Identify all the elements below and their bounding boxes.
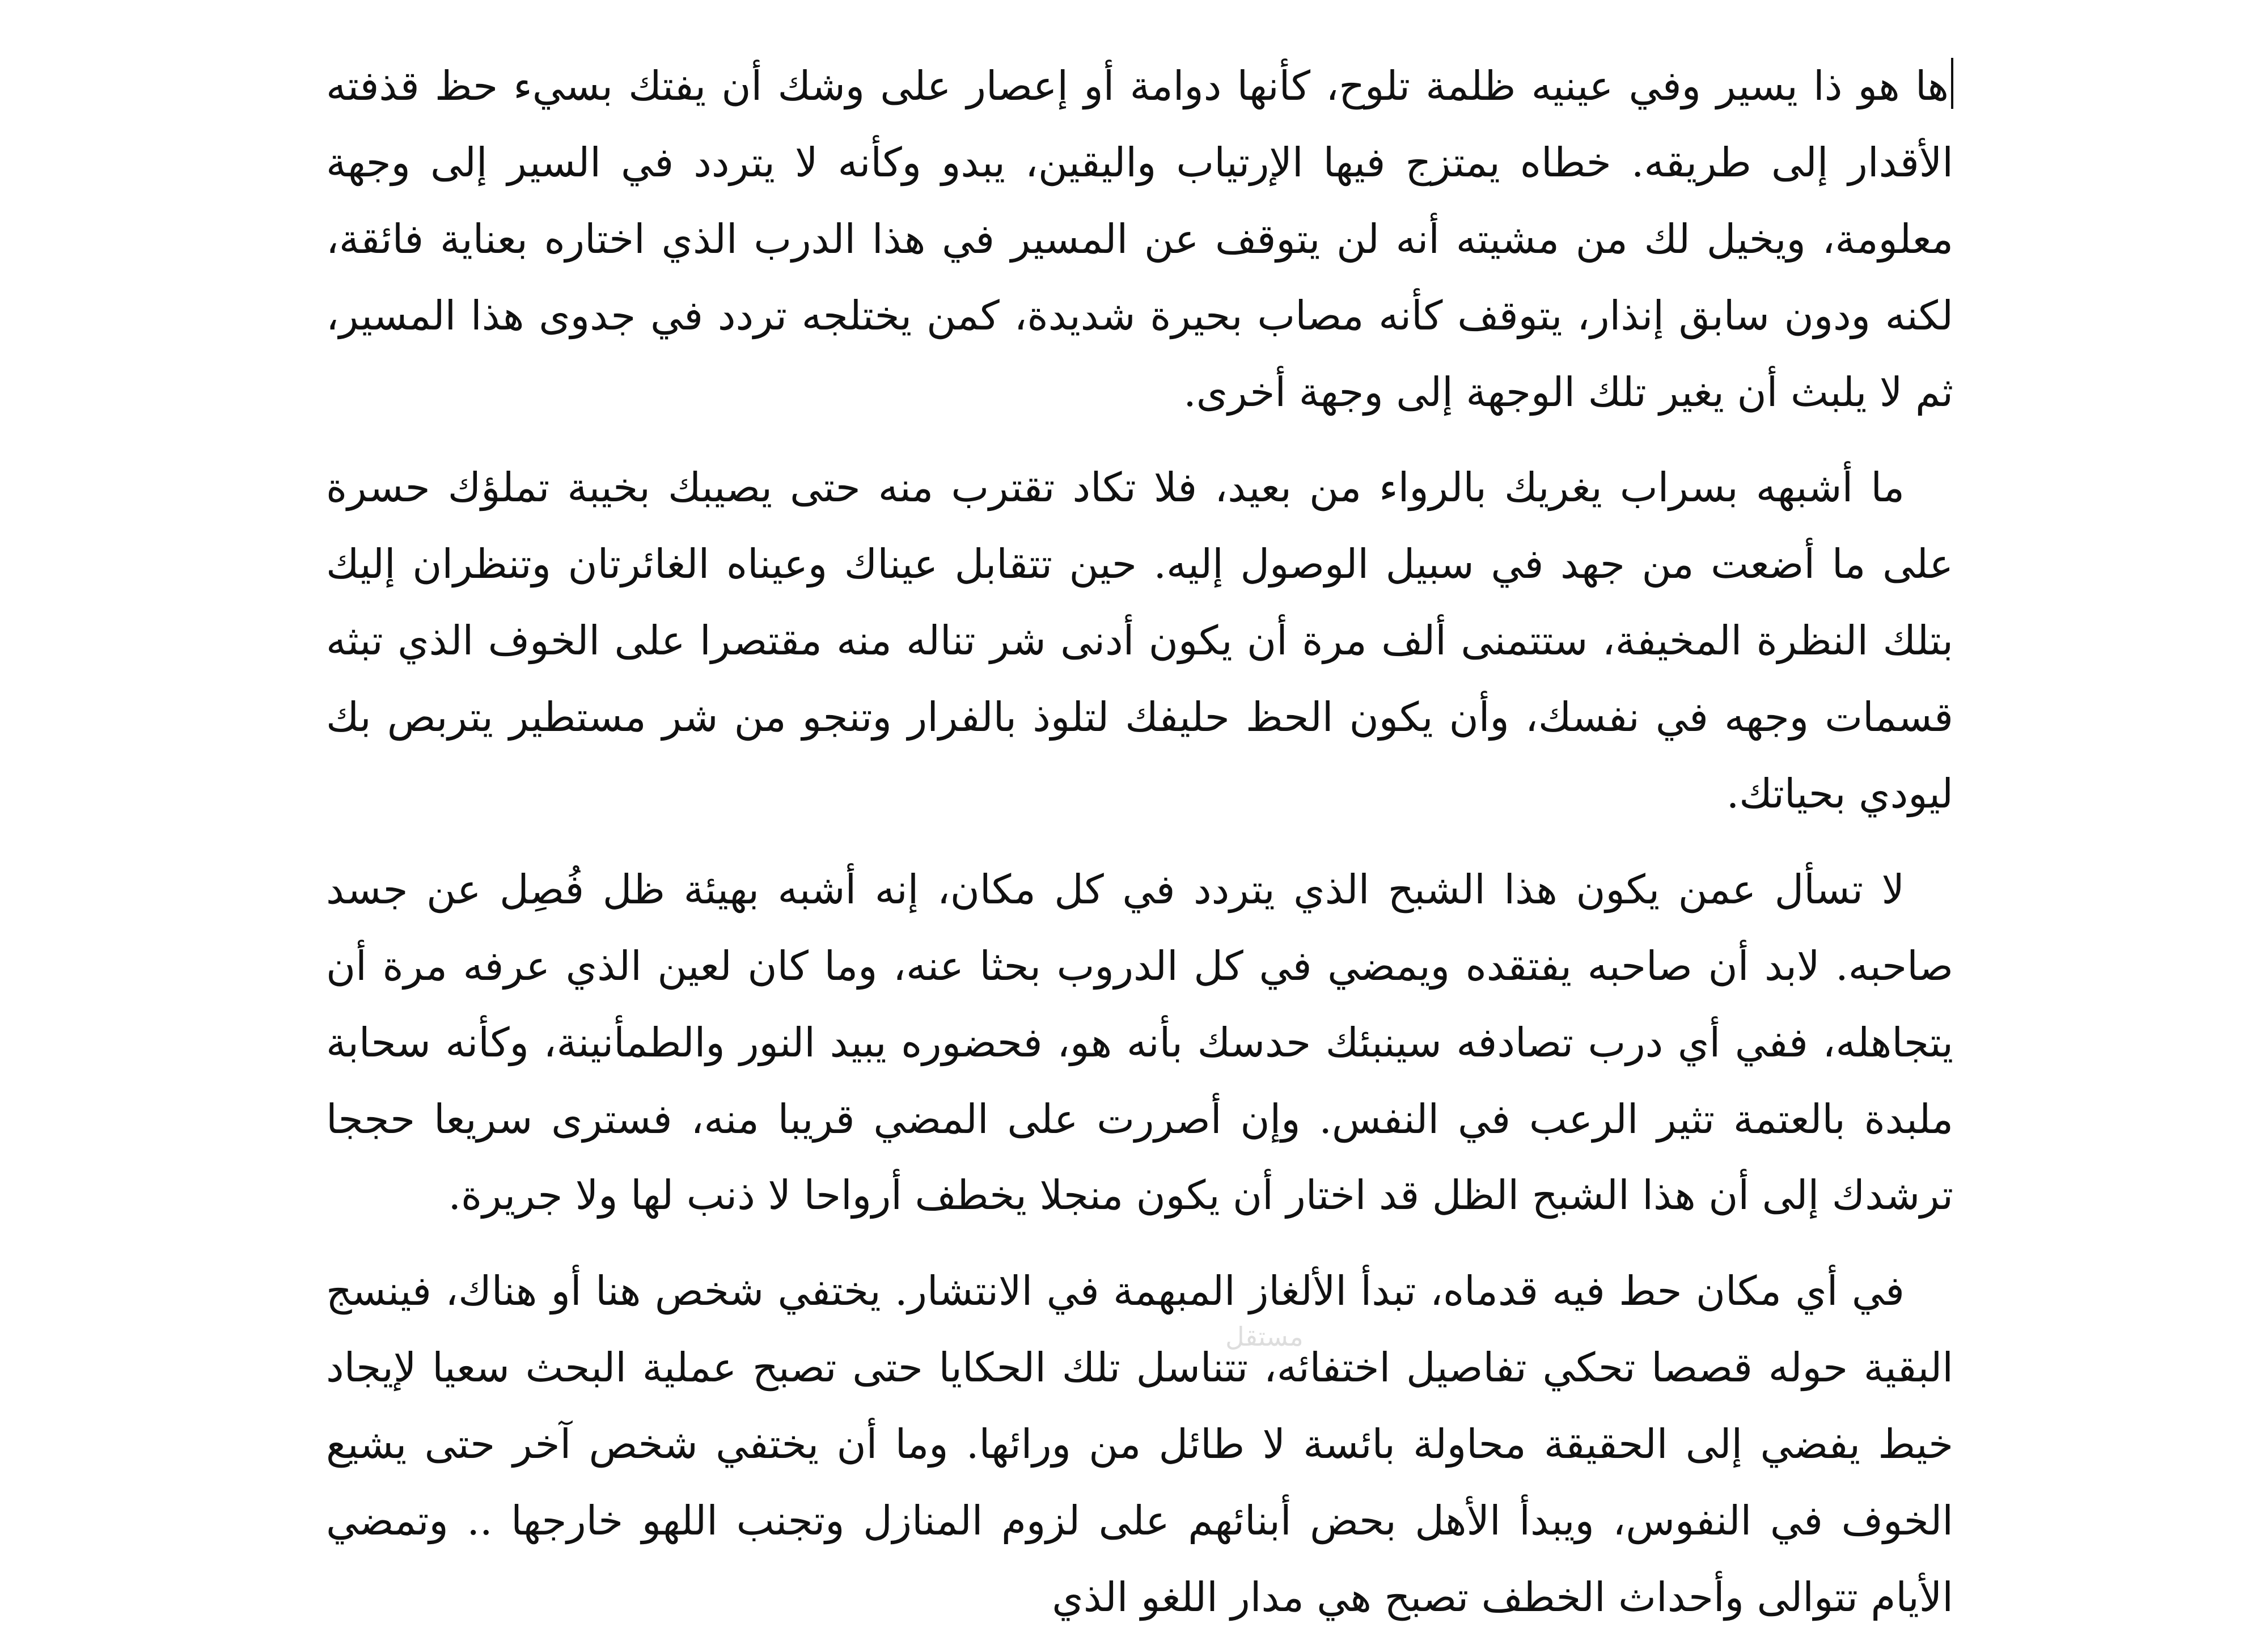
paragraph-3: لا تسأل عمن يكون هذا الشبح الذي يتردد في كل مكان، إنه أشبه بهيئة ظل فُصِل عن جسد صاحبه. لابد أن صاحبه يفتقده ويمضي في كل الدروب بحثا عنه، وما كان لعين الذي عرفه مرة أن يتجاهله، ففي أي درب تصادفه سينبئك حدسك بأنه هو، فحضوره يبيد النور والطمأنينة، وكأنه سحابة ملبدة بالعتمة تثير الرعب في النفس. وإن أصررت على المضي قريبا منه، فسترى سريعا حججا ترشدك إلى أن هذا الشبح الظل قد اختار أن يكون منجلا يخطف أرواحا لا ذنب لها ولا جريرة. xyxy=(326,865,1953,1219)
watermark-logo: مستقل xyxy=(1225,1321,1304,1352)
document-page xyxy=(326,48,1953,1621)
paragraph-2: ما أشبهه بسراب يغريك بالرواء من بعيد، فلا تكاد تقترب منه حتى يصيبك بخيبة تملؤك حسرة على ما أضعت من جهد في سبيل الوصول إليه. حين تتقابل عيناك وعيناه الغائرتان وتنظران إليك بتلك النظرة المخيفة، ستتمنى ألف مرة أن يكون أدنى شر تناله منه مقتصرا على الخوف الذي تبثه قسمات وجهه في نفسك، وأن يكون الحظ حليفك لتلوذ بالفرار وتنجو من شر مستطير يتربص بك ليودي بحياتك. xyxy=(326,464,1953,818)
text-cursor xyxy=(1951,58,1953,109)
paragraph-4: في أي مكان حط فيه قدماه، تبدأ الألغاز المبهمة في الانتشار. يختفي شخص هنا أو هناك، فينسج البقية حوله قصصا تحكي تفاصيل اختفائه، تتناسل تلك الحكايا حتى تصبح عملية البحث سعيا لإيجاد خيط يفضي إلى الحقيقة محاولة بائسة لا طائل من ورائها. وما أن يختفي شخص آخر حتى يشيع الخوف في النفوس، ويبدأ الأهل بحض أبنائهم على لزوم المنازل وتجنب اللهو خارجها .. وتمضي الأيام تتوالى وأحداث الخطف تصبح هي مدار اللغو الذي xyxy=(326,1267,1953,1621)
paragraph-1-text: ها هو ذا يسير وفي عينيه ظلمة تلوح، كأنها دوامة أو إعصار على وشك أن يفتك بسيء حظ قذفته الأقدار إلى طريقه. خطاه يمتزج فيها الإرتياب واليقين، يبدو وكأنه لا يتردد في السير إلى وجهة معلومة، ويخيل لك من مشيته أنه لن يتوقف عن المسير في هذا الدرب الذي اختاره بعناية فائقة، لكنه ودون سابق إنذار، يتوقف كأنه مصاب بحيرة شديدة، كمن يختلجه تردد في جدوى هذا المسير، ثم لا يلبث أن يغير تلك الوجهة إلى وجهة أخرى. xyxy=(326,62,1953,416)
paragraph-1 xyxy=(326,48,1953,430)
